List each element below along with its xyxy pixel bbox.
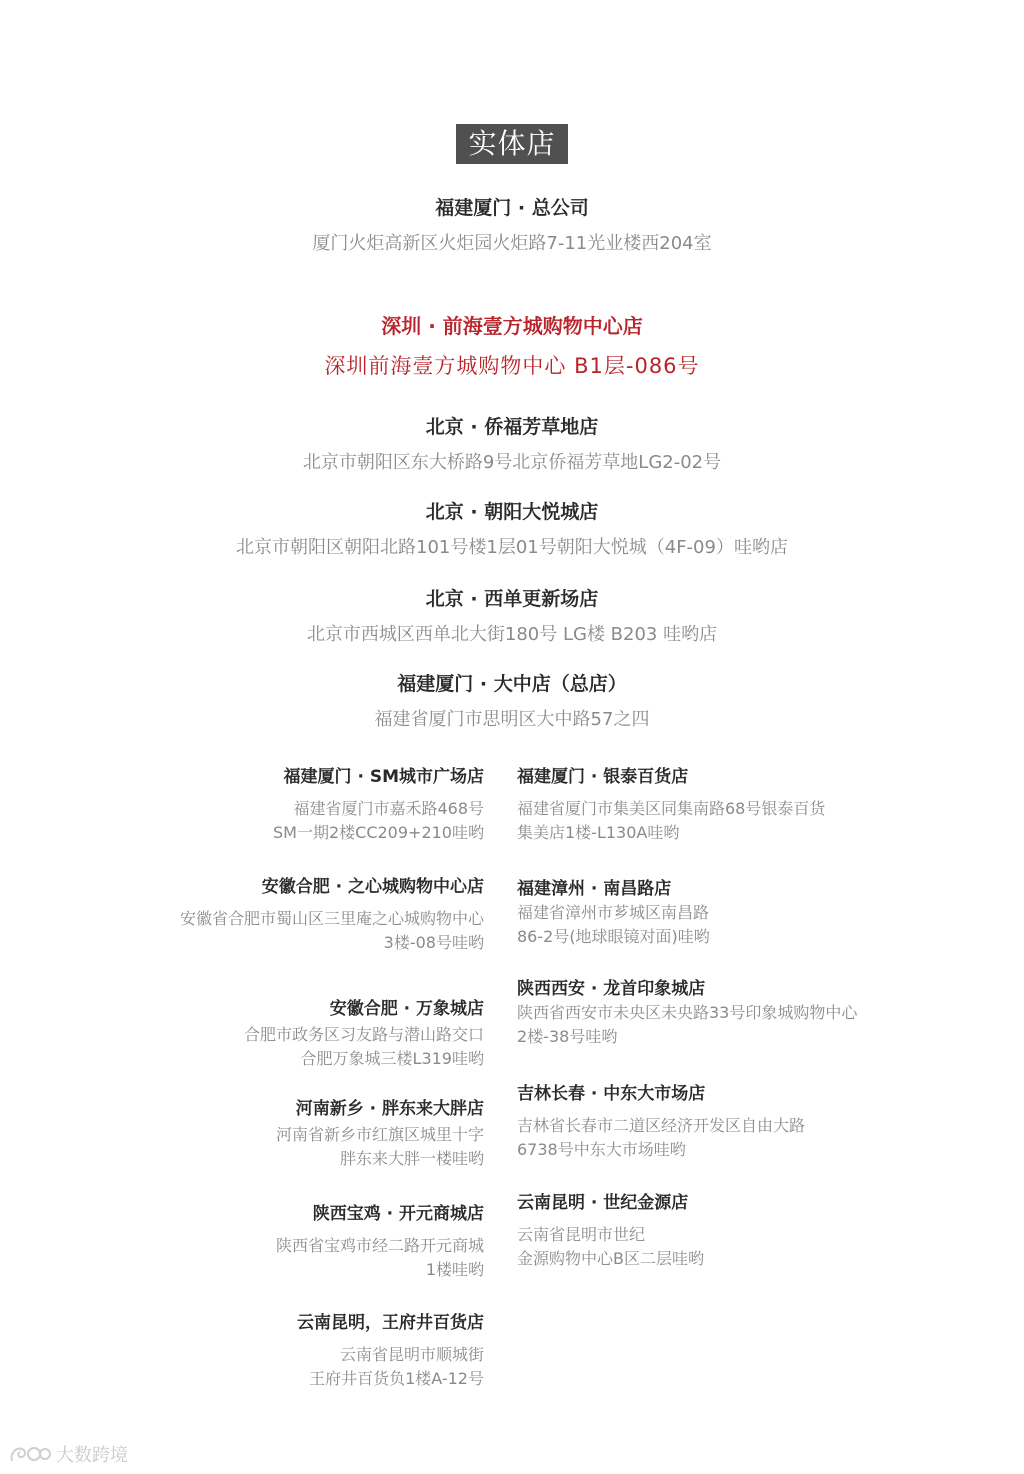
store-name: 福建厦门 · 银泰百货店 (517, 767, 689, 787)
store-featured (0, 310, 1024, 380)
store-name: 安徽合肥 · 万象城店 (329, 999, 484, 1019)
store-address: 陕西省西安市未央区未央路33号印象城购物中心 2楼-38号哇哟 (517, 1003, 858, 1046)
store-address: 吉林省长春市二道区经济开发区自由大路 6738号中东大市场哇哟 (517, 1116, 806, 1159)
store-beijing-qiaofu (0, 412, 1024, 474)
page-title: 实体店 (456, 124, 568, 164)
store-address: 北京市朝阳区东大桥路9号北京侨福芳草地LG2-02号 (302, 452, 722, 473)
store-address: 河南省新乡市红旗区城里十字 胖东来大胖一楼哇哟 (275, 1125, 484, 1168)
store-xiamen-dazhong (0, 669, 1024, 731)
watermark (8, 1440, 128, 1468)
store-right-4 (517, 1079, 805, 1162)
store-name: 深圳 · 前海壹方城购物中心店 (381, 314, 643, 338)
store-address: 福建省厦门市思明区大中路57之四 (374, 709, 650, 730)
store-left-4 (276, 1094, 484, 1171)
store-address: 合肥市政务区习友路与潜山路交口 合肥万象城三楼L319哇哟 (243, 1025, 484, 1068)
store-left-5 (276, 1199, 484, 1282)
store-left-1 (273, 762, 484, 845)
store-name: 北京 · 西单更新场店 (425, 588, 599, 610)
store-address: 福建省厦门市集美区同集南路68号银泰百货 集美店1楼-L130A哇哟 (517, 799, 826, 842)
store-address: 云南省昆明市顺城街 王府井百货负1楼A-12号 (309, 1345, 484, 1388)
store-name: 陕西西安 · 龙首印象城店 (517, 979, 706, 999)
store-right-5 (517, 1188, 704, 1271)
store-right-3 (517, 974, 857, 1049)
store-name: 北京 · 侨福芳草地店 (425, 416, 599, 438)
store-address: 安徽省合肥市蜀山区三里庵之心城购物中心 3楼-08号哇哟 (179, 909, 484, 952)
store-address: 福建省厦门市嘉禾路468号 SM一期2楼CC209+210哇哟 (273, 799, 484, 842)
store-beijing-joycity (0, 497, 1024, 559)
store-name: 云南昆明，王府井百货店 (297, 1313, 484, 1333)
store-right-1 (517, 762, 825, 845)
store-left-6 (297, 1308, 484, 1391)
store-left-3 (244, 994, 484, 1071)
logo-icon (8, 1443, 52, 1465)
store-right-2 (517, 874, 710, 949)
store-name: 福建厦门 · 大中店（总店） (397, 673, 627, 695)
store-address: 北京市朝阳区朝阳北路101号楼1层01号朝阳大悦城（4F-09）哇哟店 (236, 537, 788, 558)
store-address: 深圳前海壹方城购物中心 B1层-086号 (324, 354, 700, 378)
watermark-text: 大数跨境 (56, 1445, 128, 1466)
store-address: 云南省昆明市世纪 金源购物中心B区二层哇哟 (517, 1225, 704, 1268)
store-address: 北京市西城区西单北大街180号 LG楼 B203 哇哟店 (306, 624, 718, 645)
store-name: 福建厦门 · 总公司 (435, 197, 589, 219)
store-address: 福建省漳州市芗城区南昌路 86-2号(地球眼镜对面)哇哟 (517, 903, 710, 946)
store-hq (0, 193, 1024, 255)
store-name: 福建漳州 · 南昌路店 (517, 879, 672, 899)
store-address: 厦门火炬高新区火炬园火炬路7-11光业楼西204室 (312, 233, 712, 254)
store-left-2 (180, 872, 484, 955)
store-name: 河南新乡 · 胖东来大胖店 (295, 1099, 484, 1119)
store-name: 陕西宝鸡 · 开元商城店 (312, 1204, 484, 1224)
store-name: 吉林长春 · 中东大市场店 (517, 1084, 706, 1104)
store-name: 北京 · 朝阳大悦城店 (425, 501, 599, 523)
store-address: 陕西省宝鸡市经二路开元商城 1楼哇哟 (275, 1236, 484, 1279)
store-beijing-xidan (0, 584, 1024, 646)
store-name: 云南昆明 · 世纪金源店 (517, 1193, 689, 1213)
store-name: 福建厦门 · SM城市广场店 (283, 767, 484, 787)
store-name: 安徽合肥 · 之心城购物中心店 (261, 877, 484, 897)
